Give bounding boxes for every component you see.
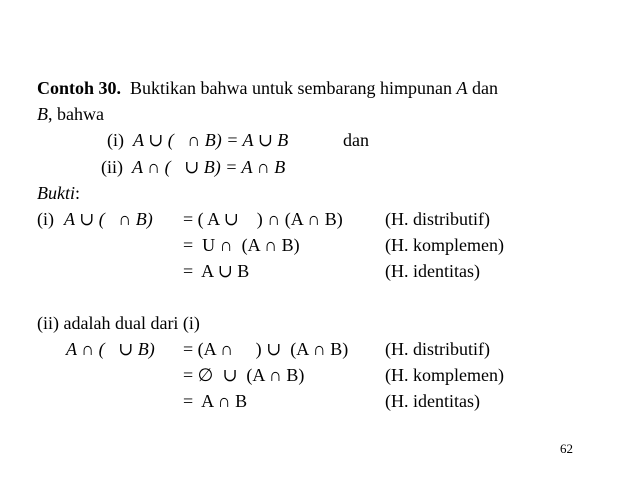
proof-ii-step-2: = ∅ ∪ (A ∩ B) (183, 365, 305, 385)
statement-expr: A ∩ ( ∪ B) = A ∩ B (132, 157, 286, 177)
proof-ii-lhs-expr: A ∩ ( ∪ B) (66, 339, 155, 359)
heading-line (37, 77, 498, 99)
proof-i-step-3: = A ∪ B (183, 261, 250, 281)
proof-i-lhs-expr: A ∪ ( ∩ B) (64, 209, 153, 229)
bukti-colon: : (75, 183, 81, 203)
page-number: 62 (560, 441, 573, 456)
statement-i (107, 129, 288, 151)
proof-ii-step-3: = A ∩ B (183, 391, 248, 411)
proof-i-lhs (64, 208, 153, 230)
proof-ii-reason-3: (H. identitas) (385, 391, 480, 411)
dual-note: (ii) adalah dual dari (i) (37, 313, 200, 333)
statement-ii (101, 156, 285, 178)
var-b: B (37, 104, 48, 124)
proof-i-label: (i) (37, 209, 54, 229)
bukti-heading (37, 182, 80, 204)
example-label: Contoh 30. (37, 78, 122, 98)
heading-dan: dan (471, 78, 498, 98)
proof-i-step-2: = U ∩ (A ∩ B) (183, 235, 300, 255)
statement-num: (i) (107, 130, 124, 150)
bukti-label: Bukti (37, 183, 75, 203)
statement-suffix: dan (343, 130, 369, 150)
proof-ii-reason-1: (H. distributif) (385, 339, 490, 359)
heading-text: Buktikan bahwa untuk sembarang himpunan (130, 78, 452, 98)
proof-i-reason-3: (H. identitas) (385, 261, 480, 281)
heading-text-3: , bahwa (48, 104, 104, 124)
var-a: A (456, 78, 468, 98)
proof-ii-lhs (66, 338, 155, 360)
proof-i-step-1: = ( A ∪ ) ∩ (A ∩ B) (183, 209, 343, 229)
proof-i-reason-1: (H. distributif) (385, 209, 490, 229)
statement-expr: A ∪ ( ∩ B) = A ∪ B (133, 130, 289, 150)
statement-num: (ii) (101, 157, 123, 177)
proof-ii-step-1: = (A ∩ ) ∪ (A ∩ B) (183, 339, 349, 359)
proof-ii-reason-2: (H. komplemen) (385, 365, 504, 385)
proof-i-reason-2: (H. komplemen) (385, 235, 504, 255)
heading-line-2 (37, 103, 104, 125)
